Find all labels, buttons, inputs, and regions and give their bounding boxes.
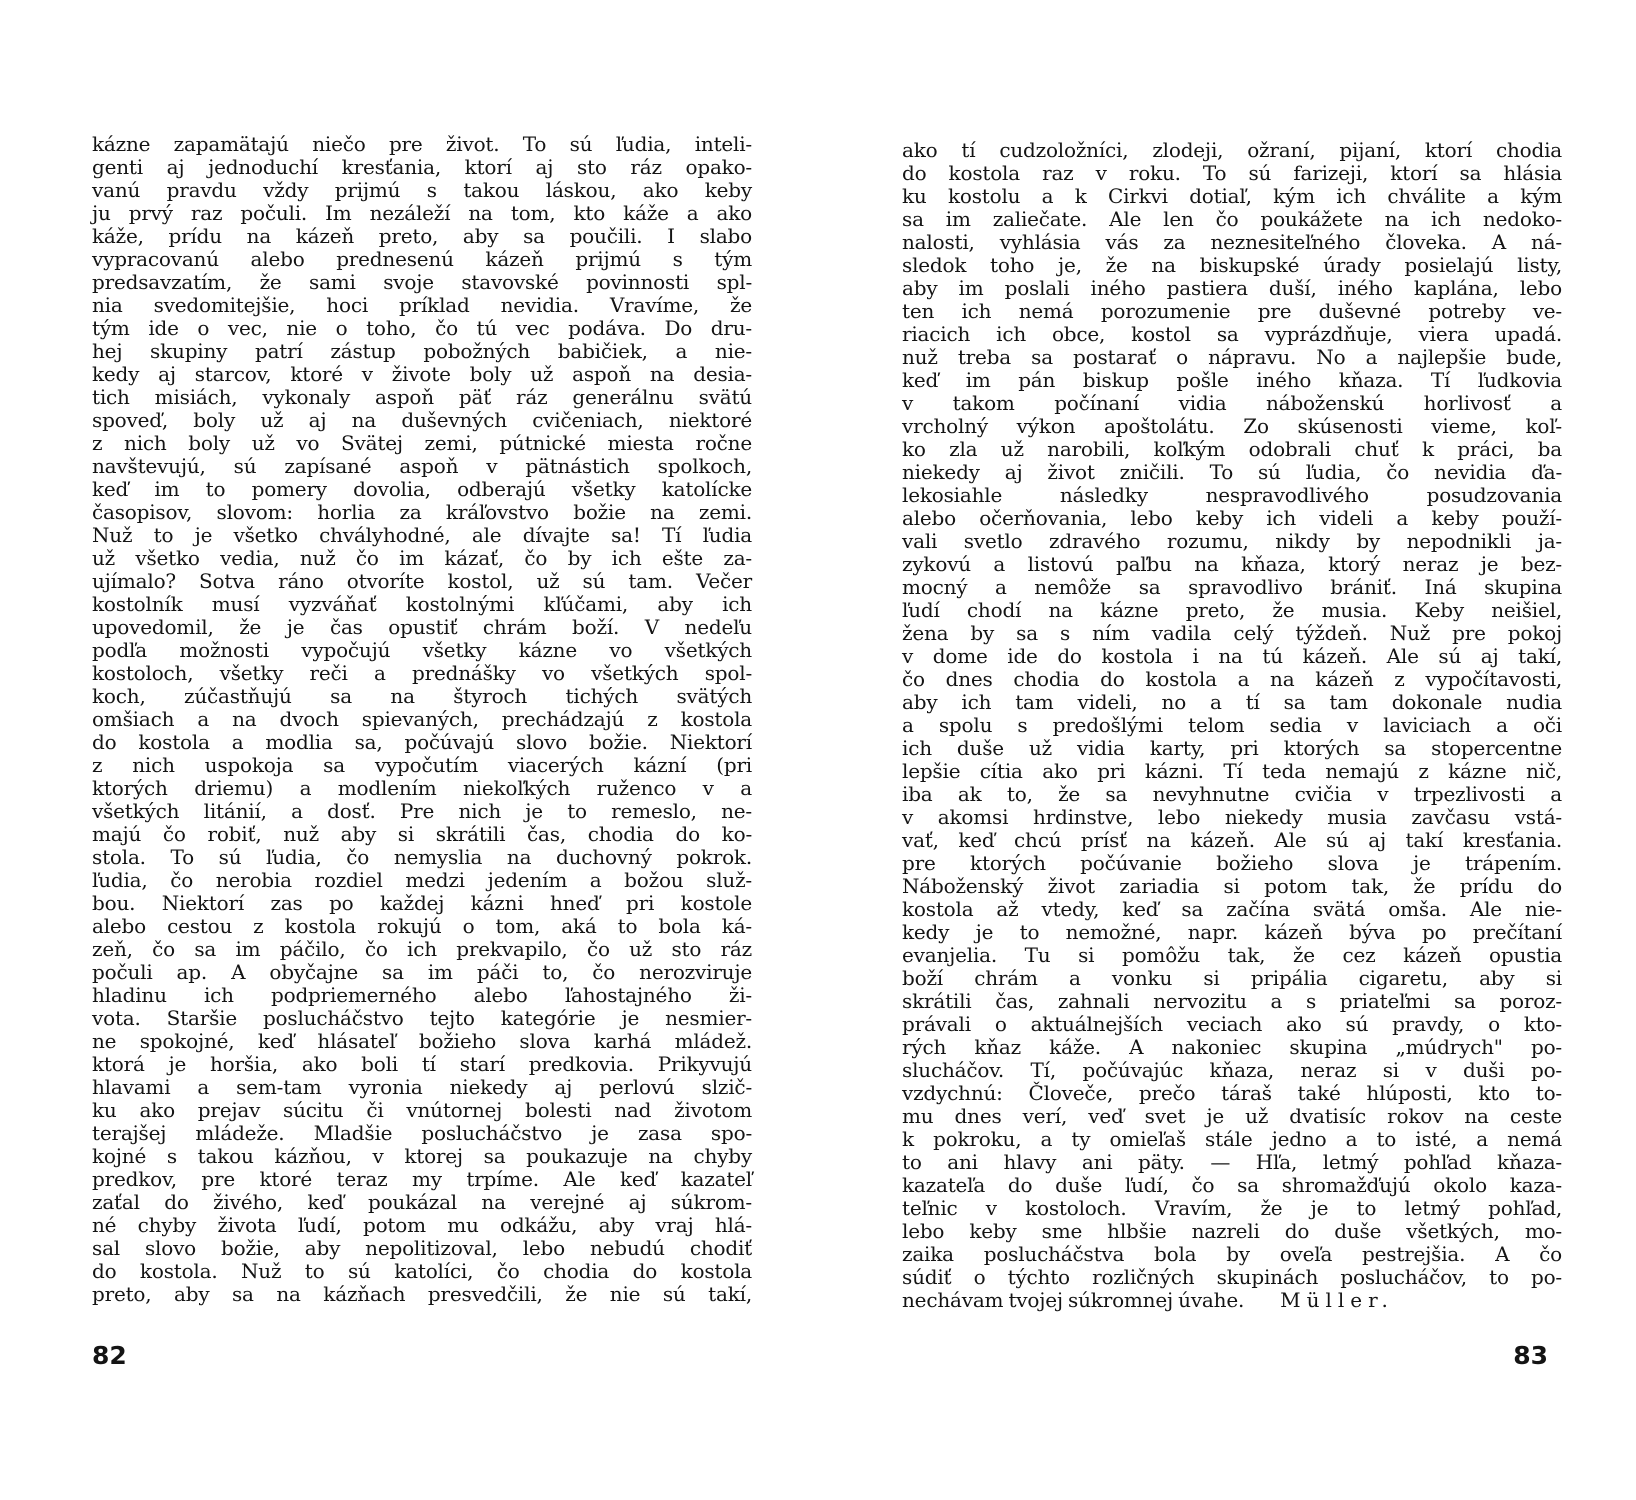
- text-line: [902, 1013, 1562, 1036]
- text-line: [92, 1283, 752, 1306]
- text-line: [92, 1168, 752, 1191]
- text-line: [902, 461, 1562, 484]
- text-line: [902, 1197, 1562, 1220]
- text-line-content: kostola až vtedy, keď sa začína svätá omša. Ale nie-: [902, 897, 1562, 921]
- text-line: [92, 984, 752, 1007]
- text-line: [92, 731, 752, 754]
- text-line-content: upovedomil, že je čas opustiť chrám boží. V nedeľu: [92, 615, 752, 639]
- text-line-content: vzdychnú: Človeče, prečo táraš také hlúposti, kto to-: [902, 1081, 1562, 1105]
- text-line: [902, 484, 1562, 507]
- text-line-content: Nuž to je všetko chvályhodné, ale dívajte sa! Tí ľudia: [92, 523, 752, 547]
- text-line-content: ktorá je horšia, ako boli tí starí predkovia. Prikyvujú: [92, 1052, 752, 1076]
- author-signature: Müller.: [1280, 1288, 1394, 1312]
- text-line-content: žena by sa s ním vadila celý týždeň. Nuž pre pokoj: [902, 621, 1562, 645]
- text-line-content: stola. To sú ľudia, čo nemyslia na duchovný pokrok.: [92, 845, 752, 869]
- text-line: [902, 1036, 1562, 1059]
- text-line: [902, 967, 1562, 990]
- text-line: [902, 254, 1562, 277]
- text-line-content: navštevujú, sú zapísané aspoň v pätnástich spolkoch,: [92, 454, 752, 478]
- text-line-content: hej skupiny patrí zástup pobožných babičiek, a nie-: [92, 339, 752, 363]
- text-line: [92, 1237, 752, 1260]
- text-line-content: počuli ap. A obyčajne sa im páči to, čo nerozviruje: [92, 960, 752, 984]
- text-line: [902, 829, 1562, 852]
- text-line-content: časopisov, slovom: horlia za kráľovstvo božie na zemi.: [92, 500, 752, 524]
- text-line: [902, 208, 1562, 231]
- text-line-content: Náboženský život zariadia si potom tak, že prídu do: [902, 874, 1562, 898]
- text-line-content: bou. Niektorí zas po každej kázni hneď pri kostole: [92, 891, 752, 915]
- text-line: [92, 225, 752, 248]
- text-line: [92, 179, 752, 202]
- text-line-content: ku kostolu a k Cirkvi dotiaľ, kým ich chválite a kým: [902, 184, 1562, 208]
- text-line-content: už všetko vedia, nuž čo im kázať, čo by ich ešte za-: [92, 546, 752, 570]
- text-line-content: tým ide o vec, nie o toho, čo tú vec podáva. Do dru-: [92, 316, 752, 340]
- text-line-content: sledok toho je, že na biskupské úrady posielajú listy,: [902, 253, 1562, 277]
- text-line-content: z nich boly už vo Svätej zemi, pútnické miesta ročne: [92, 431, 752, 455]
- text-line-content: čo dnes chodia do kostola a na kázeň z vypočítavosti,: [902, 667, 1562, 691]
- text-line-content: lekosiahle následky nespravodlivého posudzovania: [902, 483, 1562, 507]
- text-line-content: a spolu s predošlými telom sedia v laviciach a oči: [902, 713, 1562, 737]
- text-line-content: zaika poslucháčstva bola by oveľa pestrejšia. A čo: [902, 1242, 1562, 1266]
- text-line: [902, 300, 1562, 323]
- text-line: [92, 662, 752, 685]
- text-line: [92, 1007, 752, 1030]
- text-line: [92, 547, 752, 570]
- text-line: [92, 938, 752, 961]
- text-line: [902, 1243, 1562, 1266]
- text-line-content: kostoloch, všetky reči a prednášky vo všetkých spol-: [92, 661, 752, 685]
- text-line: [92, 846, 752, 869]
- text-line: [902, 645, 1562, 668]
- text-line-content: do kostola. Nuž to sú katolíci, čo chodia do kostola: [92, 1259, 752, 1283]
- text-line: [92, 915, 752, 938]
- text-line: [92, 317, 752, 340]
- text-line: [92, 386, 752, 409]
- text-line-content: slucháčov. Tí, počúvajúc kňaza, neraz si v duši po-: [902, 1058, 1562, 1082]
- text-line: [902, 599, 1562, 622]
- text-line-content: hladinu ich podpriemerného alebo ľahostajného ži-: [92, 983, 752, 1007]
- text-line: [92, 892, 752, 915]
- text-line: [92, 685, 752, 708]
- text-line: [902, 806, 1562, 829]
- text-line: [92, 156, 752, 179]
- text-line: [92, 869, 752, 892]
- text-line: [92, 501, 752, 524]
- text-line-content: nalosti, vyhlásia vás za neznesiteľného človeka. A ná-: [902, 230, 1562, 254]
- page-number-left: 82: [92, 1341, 127, 1370]
- text-line-content: vypracovanú alebo prednesenú kázeň prijmú s tým: [92, 247, 752, 271]
- text-line: [902, 553, 1562, 576]
- text-line: [92, 524, 752, 547]
- text-line: [902, 392, 1562, 415]
- text-line-content: ku ako prejav súcitu či vnútornej bolesti nad životom: [92, 1098, 752, 1122]
- text-line-content: alebo očerňovania, lebo keby ich videli a keby použí-: [902, 506, 1562, 530]
- left-page-text: [92, 133, 752, 1306]
- text-line-content: predkov, pre ktoré teraz my trpíme. Ale keď kazateľ: [92, 1167, 752, 1191]
- text-line-content: vať, keď chcú prísť na kázeň. Ale sú aj takí kresťania.: [902, 828, 1562, 852]
- text-line-content: sa im zaliečate. Ale len čo poukážete na ich nedoko-: [902, 207, 1562, 231]
- text-line-content: sal slovo božie, aby nepolitizoval, lebo nebudú chodiť: [92, 1236, 752, 1260]
- text-line-content: z nich uspokoja sa vypočutím viacerých kázní (pri: [92, 753, 752, 777]
- text-line-content: vanú pravdu vždy prijmú s takou láskou, ako keby: [92, 178, 752, 202]
- text-line-content: riacich ich obce, kostol sa vyprázdňuje, viera upadá.: [902, 322, 1562, 346]
- text-line: [902, 185, 1562, 208]
- text-line: [92, 1214, 752, 1237]
- text-line-content: iba ak to, že sa nevyhnutne cvičia v trpezlivosti a: [902, 782, 1562, 806]
- text-line: [902, 1174, 1562, 1197]
- text-line: [902, 415, 1562, 438]
- text-line: [902, 369, 1562, 392]
- text-line-content: ktorých driemu) a modlením niekoľkých ruženco v a: [92, 776, 752, 800]
- text-line: [902, 323, 1562, 346]
- text-line-content: rých kňaz káže. A nakoniec skupina „múdrych" po-: [902, 1035, 1562, 1059]
- text-line: [92, 777, 752, 800]
- text-line: [92, 754, 752, 777]
- text-line-content: aby im poslali iného pastiera duší, iného kaplána, lebo: [902, 276, 1562, 300]
- text-line-content: súdiť o týchto rozličných skupinách poslucháčov, to po-: [902, 1265, 1562, 1289]
- text-line-content: ko zla už narobili, koľkým odobrali chuť k práci, ba: [902, 437, 1562, 461]
- text-line-content: ľudia, čo nerobia rozdiel medzi jedením a božou služ-: [92, 868, 752, 892]
- text-line: [902, 622, 1562, 645]
- text-line-content: niekedy aj život zničili. To sú ľudia, čo nevidia ďa-: [902, 460, 1562, 484]
- text-line: [902, 162, 1562, 185]
- text-line-content: do kostola raz v roku. To sú farizeji, ktorí sa hlásia: [902, 161, 1562, 185]
- text-line: [92, 1191, 752, 1214]
- text-line: [902, 944, 1562, 967]
- text-line: [902, 438, 1562, 461]
- text-line: [902, 1220, 1562, 1243]
- text-line: [92, 1145, 752, 1168]
- text-line-content: alebo cestou z kostola rokujú o tom, aká to bola ká-: [92, 914, 752, 938]
- text-line-content: keď im pán biskup pošle iného kňaza. Tí ľudkovia: [902, 368, 1562, 392]
- text-line-content: né chyby života ľudí, potom mu odkážu, aby vraj hlá-: [92, 1213, 752, 1237]
- text-line-content: pre ktorých počúvanie božieho slova je trápením.: [902, 851, 1562, 875]
- text-line: [92, 133, 752, 156]
- text-line-content: právali o aktuálnejších veciach ako sú pravdy, o kto-: [902, 1012, 1562, 1036]
- text-line-content: boží chrám a vonku si pripália cigaretu, aby si: [902, 966, 1562, 990]
- text-line-content: nuž treba sa postarať o nápravu. No a najlepšie bude,: [902, 345, 1562, 369]
- text-line: [92, 570, 752, 593]
- text-line: [92, 202, 752, 225]
- text-line-content: genti aj jednoduchí kresťania, ktorí aj sto ráz opako-: [92, 155, 752, 179]
- text-line: [902, 668, 1562, 691]
- text-line: [92, 1260, 752, 1283]
- text-line: [92, 432, 752, 455]
- text-line-content: koch, zúčastňujú sa na štyroch tichých svätých: [92, 684, 752, 708]
- text-line: [92, 639, 752, 662]
- text-line: [902, 507, 1562, 530]
- text-line-content: mocný a nemôže sa spravodlivo brániť. Iná skupina: [902, 575, 1562, 599]
- text-line-content: keď im to pomery dovolia, odberajú všetky katolícke: [92, 477, 752, 501]
- text-line-content: v takom počínaní vidia náboženskú horlivosť a: [902, 391, 1562, 415]
- text-line-content: v akomsi hrdinstve, lebo niekedy musia zavčasu vstá-: [902, 805, 1562, 829]
- text-line: [902, 231, 1562, 254]
- text-line-content: zeň, čo sa im páčilo, čo ich prekvapilo, čo už sto ráz: [92, 937, 752, 961]
- text-line-content: ten ich nemá porozumenie pre duševné potreby ve-: [902, 299, 1562, 323]
- text-line: [92, 1030, 752, 1053]
- text-line: [902, 1105, 1562, 1128]
- text-line: [92, 708, 752, 731]
- text-line: [92, 823, 752, 846]
- text-line: [902, 1128, 1562, 1151]
- text-line-content: teľnic v kostoloch. Vravím, že je to letmý pohľad,: [902, 1196, 1562, 1220]
- text-line-content: skrátili čas, zahnali nervozitu a s priateľmi sa poroz-: [902, 989, 1562, 1013]
- text-line-content: ľudí chodí na kázne preto, že musia. Keby neišiel,: [902, 598, 1562, 622]
- text-line-content: ako tí cudzoložníci, zlodeji, ožraní, pijaní, ktorí chodia: [902, 138, 1562, 162]
- text-line-content: zaťal do živého, keď poukázal na verejné aj súkrom-: [92, 1190, 752, 1214]
- text-line: [902, 714, 1562, 737]
- text-line-content: mu dnes verí, veď svet je už dvatisíc rokov na ceste: [902, 1104, 1562, 1128]
- text-line: [92, 1053, 752, 1076]
- text-line: [92, 1122, 752, 1145]
- text-line-content: lebo keby sme hlbšie nazreli do duše všetkých, mo-: [902, 1219, 1562, 1243]
- text-line: [92, 363, 752, 386]
- text-line-content: omšiach a na dvoch spievaných, prechádzajú z kostola: [92, 707, 752, 731]
- text-line-content: káže, prídu na kázeň preto, aby sa poučili. I slabo: [92, 224, 752, 248]
- text-line-content: k pokroku, a ty omieľaš stále jedno a to isté, a nemá: [902, 1127, 1562, 1151]
- text-line-content: ju prvý raz počuli. Im nezáleží na tom, kto káže a ako: [92, 201, 752, 225]
- text-line-content: terajšej mládeže. Mladšie poslucháčstvo je zasa spo-: [92, 1121, 752, 1145]
- text-line-content: nechávam tvojej súkromnej úvahe.: [902, 1288, 1245, 1312]
- text-line: [902, 277, 1562, 300]
- text-line-content: lepšie cítia ako pri kázni. Tí teda nemajú z kázne nič,: [902, 759, 1562, 783]
- text-line: [92, 271, 752, 294]
- text-line: [92, 1099, 752, 1122]
- text-line: [902, 898, 1562, 921]
- text-line: [902, 1289, 1562, 1312]
- text-line-content: hlavami a sem-tam vyronia niekedy aj perlovú slzič-: [92, 1075, 752, 1099]
- text-line-content: kostolník musí vyzváňať kostolnými kľúčami, aby ich: [92, 592, 752, 616]
- text-line: [902, 875, 1562, 898]
- text-line-content: podľa možnosti vypočujú všetky kázne vo všetkých: [92, 638, 752, 662]
- text-line: [902, 691, 1562, 714]
- text-line-content: kojné s takou kázňou, v ktorej sa poukazuje na chyby: [92, 1144, 752, 1168]
- text-line-content: v dome ide do kostola i na tú kázeň. Ale sú aj takí,: [902, 644, 1562, 668]
- text-line-content: vota. Staršie poslucháčstvo tejto kategórie je nesmier-: [92, 1006, 752, 1030]
- text-line: [92, 1076, 752, 1099]
- text-line-content: to ani hlavy ani päty. — Hľa, letmý pohľad kňaza-: [902, 1150, 1562, 1174]
- text-line-content: ujímalo? Sotva ráno otvoríte kostol, už sú tam. Večer: [92, 569, 752, 593]
- text-line-content: vrcholný výkon apoštolátu. Zo skúsenosti vieme, koľ-: [902, 414, 1562, 438]
- text-line: [92, 409, 752, 432]
- text-line-content: preto, aby sa na kázňach presvedčili, že nie sú takí,: [92, 1282, 752, 1306]
- text-line: [92, 294, 752, 317]
- page-number-right: 83: [1513, 1341, 1548, 1370]
- text-line: [92, 800, 752, 823]
- text-line-content: kazateľa do duše ľudí, čo sa shromažďujú okolo kaza-: [902, 1173, 1562, 1197]
- text-line: [902, 1151, 1562, 1174]
- text-line-content: spoveď, boly už aj na duševných cvičeniach, niektoré: [92, 408, 752, 432]
- text-line-content: zykovú a listovú paľbu na kňaza, ktorý neraz je bez-: [902, 552, 1562, 576]
- text-line: [902, 852, 1562, 875]
- text-line-content: kázne zapamätajú niečo pre život. To sú ľudia, inteli-: [92, 132, 752, 156]
- text-line: [92, 248, 752, 271]
- text-line: [902, 530, 1562, 553]
- text-line-content: vali svetlo zdravého rozumu, nikdy by nepodnikli ja-: [902, 529, 1562, 553]
- text-line: [902, 990, 1562, 1013]
- text-line: [92, 593, 752, 616]
- text-line-content: tich misiách, vykonaly aspoň päť ráz generálnu svätú: [92, 385, 752, 409]
- text-line-content: ich duše už vidia karty, pri ktorých sa stopercentne: [902, 736, 1562, 760]
- text-line-content: kedy aj starcov, ktoré v živote boly už aspoň na desia-: [92, 362, 752, 386]
- text-line-content: ne spokojné, keď hlásateľ božieho slova karhá mládež.: [92, 1029, 752, 1053]
- text-line: [92, 340, 752, 363]
- text-line: [902, 139, 1562, 162]
- text-line: [92, 961, 752, 984]
- text-line: [902, 760, 1562, 783]
- text-line-content: všetkých litánií, a dosť. Pre nich je to remeslo, ne-: [92, 799, 752, 823]
- text-line: [902, 921, 1562, 944]
- text-line: [902, 1082, 1562, 1105]
- text-line-content: aby ich tam videli, no a tí sa tam dokonale nudia: [902, 690, 1562, 714]
- right-page-text: [902, 139, 1562, 1312]
- text-line-content: predsavzatím, že sami svoje stavovské povinnosti spl-: [92, 270, 752, 294]
- text-line-content: do kostola a modlia sa, počúvajú slovo božie. Niektorí: [92, 730, 752, 754]
- text-line-content: evanjelia. Tu si pomôžu tak, že cez kázeň opustia: [902, 943, 1562, 967]
- text-line: [902, 1059, 1562, 1082]
- text-line: [902, 1266, 1562, 1289]
- text-line-content: kedy je to nemožné, napr. kázeň býva po prečítaní: [902, 920, 1562, 944]
- text-line-content: nia svedomitejšie, hoci príklad nevidia. Vravíme, že: [92, 293, 752, 317]
- text-line: [902, 346, 1562, 369]
- text-line: [92, 616, 752, 639]
- text-line: [92, 455, 752, 478]
- text-line-content: majú čo robiť, nuž aby si skrátili čas, chodia do ko-: [92, 822, 752, 846]
- text-line: [902, 783, 1562, 806]
- text-line: [902, 576, 1562, 599]
- text-line: [902, 737, 1562, 760]
- text-line: [92, 478, 752, 501]
